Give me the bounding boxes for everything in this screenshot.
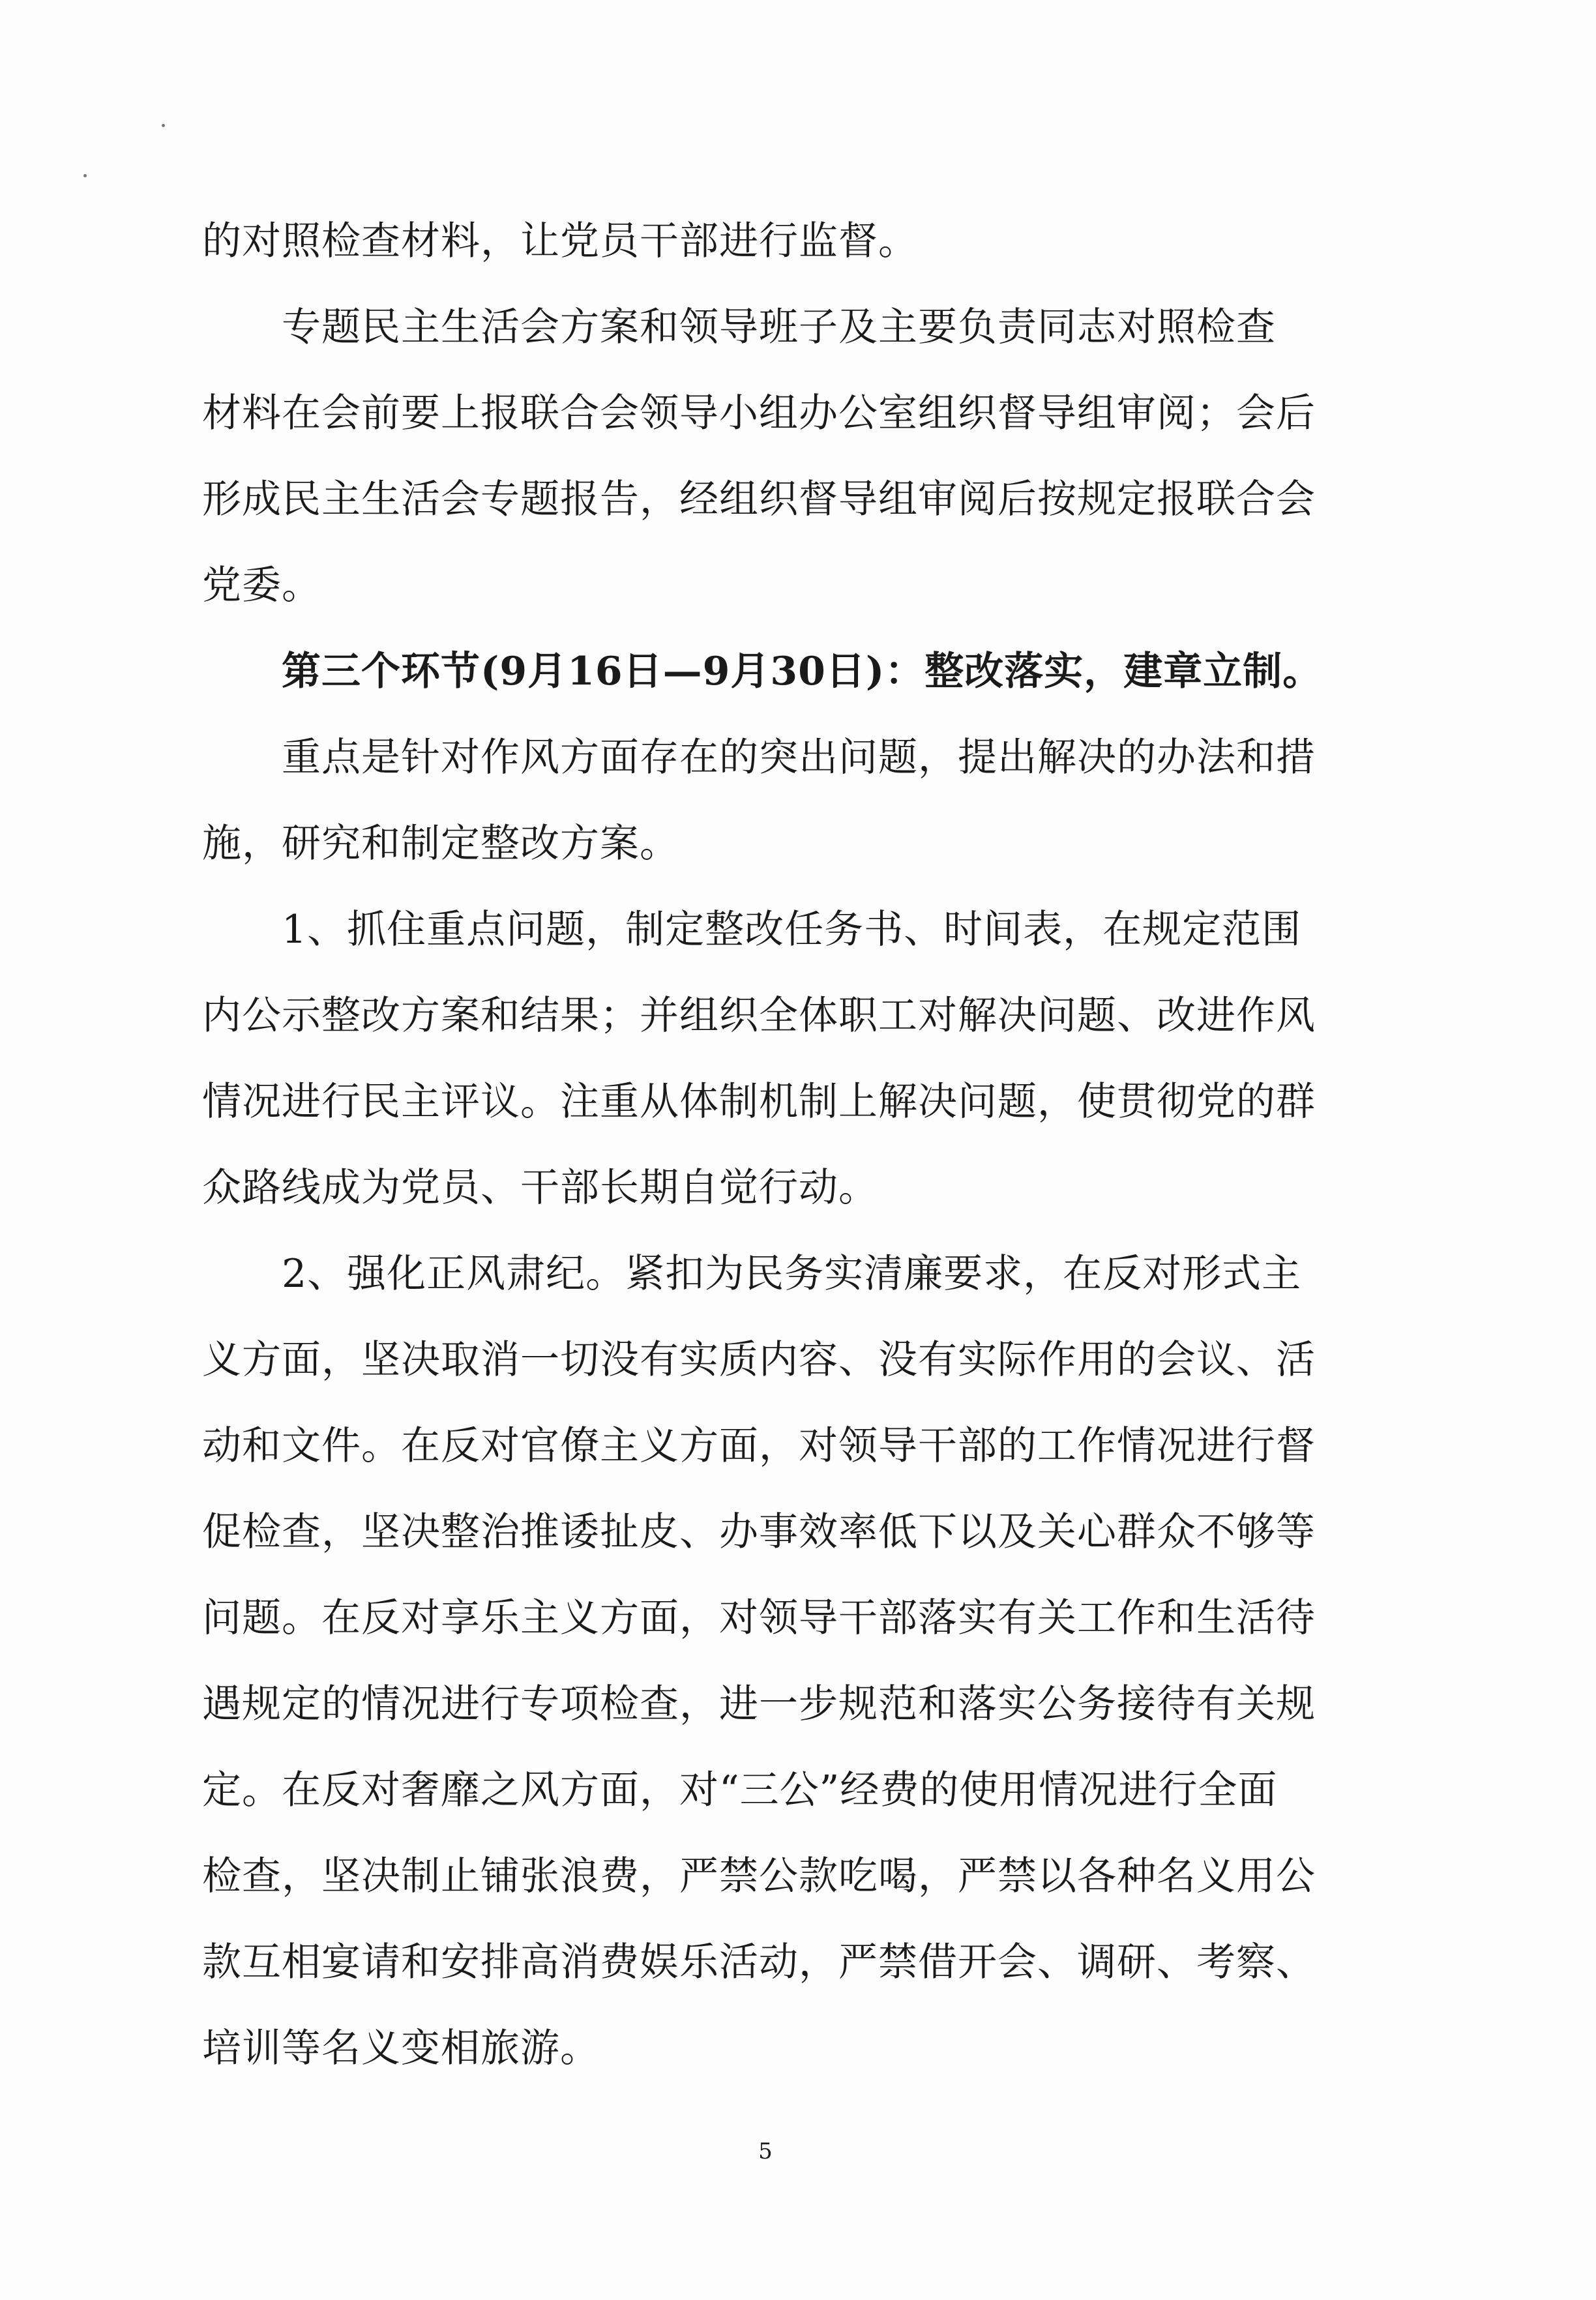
page-number: 5 [758, 2138, 773, 2164]
text-line: 义方面，坚决取消一切没有实质内容、没有实际作用的会议、活 [202, 1337, 1316, 1383]
text-line: 动和文件。在反对官僚主义方面，对领导干部的工作情况进行督 [202, 1423, 1316, 1469]
text-line: 款互相宴请和安排高消费娱乐活动，严禁借开会、调研、考察、 [202, 1939, 1316, 1985]
text-line: 专题民主生活会方案和领导班子及主要负责同志对照检查 [282, 304, 1276, 350]
text-line: 材料在会前要上报联合会领导小组办公室组织督导组审阅；会后 [202, 391, 1316, 436]
text-line: 内公示整改方案和结果；并组织全体职工对解决问题、改进作风 [202, 993, 1316, 1039]
text-line: 的对照检查材料，让党员干部进行监督。 [202, 218, 918, 264]
text-line: 形成民主生活会专题报告，经组织督导组审阅后按规定报联合会 [202, 477, 1316, 522]
text-line: 1、抓住重点问题，制定整改任务书、时间表，在规定范围 [282, 907, 1302, 952]
text-line: 促检查，坚决整治推诿扯皮、办事效率低下以及关心群众不够等 [202, 1509, 1316, 1555]
scan-speck [162, 124, 165, 127]
text-line: 众路线成为党员、干部长期自觉行动。 [202, 1165, 878, 1211]
text-line: 党委。 [202, 563, 321, 608]
text-line: 情况进行民主评议。注重从体制机制上解决问题，使贯彻党的群 [202, 1079, 1316, 1125]
text-line: 培训等名义变相旅游。 [202, 2026, 600, 2071]
section-heading: 第三个环节(9月16日—9月30日)：整改落实，建章立制。 [282, 649, 1323, 694]
text-line: 定。在反对奢靡之风方面，对“三公”经费的使用情况进行全面 [202, 1767, 1278, 1813]
text-line: 重点是针对作风方面存在的突出问题，提出解决的办法和措 [282, 735, 1316, 780]
scan-speck [83, 174, 87, 177]
text-line: 2、强化正风肃纪。紧扣为民务实清廉要求，在反对形式主 [282, 1251, 1302, 1297]
text-line: 施，研究和制定整改方案。 [202, 821, 679, 866]
text-line: 遇规定的情况进行专项检查，进一步规范和落实公务接待有关规 [202, 1681, 1316, 1727]
text-line: 检查，坚决制止铺张浪费，严禁公款吃喝，严禁以各种名义用公 [202, 1853, 1316, 1899]
text-line: 问题。在反对享乐主义方面，对领导干部落实有关工作和生活待 [202, 1595, 1316, 1641]
